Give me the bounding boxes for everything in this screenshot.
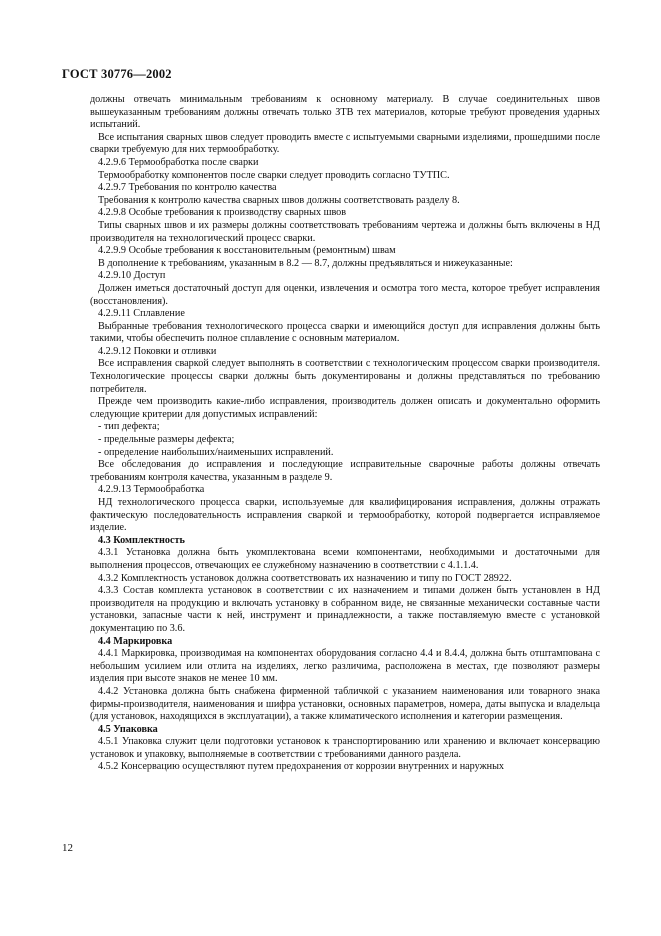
paragraph: Требования к контролю качества сварных швов должны соответствовать разделу 8. (98, 194, 460, 206)
paragraph: должны отвечать минимальным требованиям к основному материалу. В случае соединительных швов вышеуказанным требованиям должны отвечать только ЗТВ тех материалов, которые требуют проведения ударных испытаний. (90, 94, 600, 131)
paragraph: 4.4.2 Установка должна быть снабжена фирменной табличкой с указанием наименования или товарного знака фирмы-производителя, наименования и шифра установки, основных параметров, номера, даты выпуска и владельца (для установок, находящихся в эксплуатации), а также климатического исполнения и категории размещения. (90, 685, 600, 723)
section-heading: 4.3 Комплектность (98, 534, 185, 546)
section-heading: 4.5 Упаковка (98, 723, 158, 735)
document-body (90, 94, 600, 774)
paragraph: 4.5.1 Упаковка служит цели подготовки установок к транспортированию или хранению и включает консервацию установок и упаковку, выполняемые в соответствии с требованиями данного раздела. (90, 736, 600, 760)
paragraph: В дополнение к требованиям, указанным в 8.2 — 8.7, должны предъявляться и нижеуказанные: (98, 257, 513, 269)
paragraph: 4.2.9.9 Особые требования к восстановительным (ремонтным) швам (98, 245, 396, 257)
paragraph: 4.2.9.8 Особые требования к производству сварных швов (98, 207, 347, 219)
paragraph: 4.2.9.11 Сплавление (98, 308, 185, 320)
paragraph: Все исправления сваркой следует выполнять в соответствии с технологическим процессом сварки производителя. Технологические процессы сварки должны быть документированы и должны представляться по требованию потребителя. (90, 358, 600, 395)
paragraph: Прежде чем производить какие-либо исправления, производитель должен описать и документально оформить следующие критерии для допустимых исправлений: (90, 396, 600, 420)
section-heading: 4.4 Маркировка (98, 635, 173, 647)
page-number: 12 (62, 842, 73, 854)
paragraph: 4.3.1 Установка должна быть укомплектована всеми компонентами, необходимыми и достаточными для выполнения процессов, отвечающих ее служебному назначению в соответствии с 4.1.1.4. (90, 547, 600, 571)
paragraph: 4.2.9.12 Поковки и отливки (98, 345, 217, 357)
paragraph: 4.2.9.13 Термообработка (98, 484, 205, 496)
paragraph: Типы сварных швов и их размеры должны соответствовать требованиям чертежа и должны быть включены в НД производителя на технологический процесс сварки. (90, 219, 600, 244)
paragraph: НД технологического процесса сварки, используемые для квалифицирования исправления, должны отражать фактическую последовательность исправления сваркой и термообработку, которой подвергается исправляемое изделие. (90, 497, 600, 534)
paragraph: - тип дефекта; (98, 421, 160, 433)
paragraph: 4.3.3 Состав комплекта установок в соответствии с их назначением и типами должен быть установлен в НД производителя на продукцию и включать установку в собранном виде, не связанные механически составные части установки, запасные части к ней, инструмент и принадлежности, а также поставляемую вместе с установкой документацию по 3.6. (90, 585, 600, 634)
paragraph: Все испытания сварных швов следует проводить вместе с испытуемыми сварными изделиями, прошедшими после сварки требуемую для них термообработку. (90, 131, 600, 156)
paragraph: - определение наибольших/наименьших исправлений. (98, 446, 334, 458)
paragraph: 4.2.9.6 Термообработка после сварки (98, 156, 259, 168)
paragraph: - предельные размеры дефекта; (98, 434, 235, 446)
paragraph: Выбранные требования технологического процесса сварки и имеющийся доступ для исправления должны быть такими, чтобы обеспечить полное сплавление с основным материалом. (90, 320, 600, 345)
document-header: ГОСТ 30776—2002 (62, 67, 172, 81)
paragraph: Все обследования до исправления и последующие исправительные сварочные работы должны отвечать требованиям контроля качества, указанным в разделе 9. (90, 459, 600, 483)
paragraph: 4.4.1 Маркировка, производимая на компонентах оборудования согласно 4.4 и 8.4.4, должна быть отштампована с небольшим усилием или отлита на изделиях, легко различима, расположена в местах, где позволяют размеры изделия при высоте знаков не менее 10 мм. (90, 648, 600, 685)
paragraph: 4.5.2 Консервацию осуществляют путем предохранения от коррозии внутренних и наружных (98, 761, 505, 773)
paragraph: 4.2.9.10 Доступ (98, 270, 166, 282)
paragraph: 4.3.2 Комплектность установок должна соответствовать их назначению и типу по ГОСТ 28922. (98, 572, 512, 584)
paragraph: Термообработку компонентов после сварки следует проводить согласно ТУТПС. (98, 169, 450, 181)
paragraph: Должен иметься достаточный доступ для оценки, извлечения и осмотра того места, которое требует исправления (восстановления). (90, 282, 600, 307)
paragraph: 4.2.9.7 Требования по контролю качества (98, 182, 277, 194)
